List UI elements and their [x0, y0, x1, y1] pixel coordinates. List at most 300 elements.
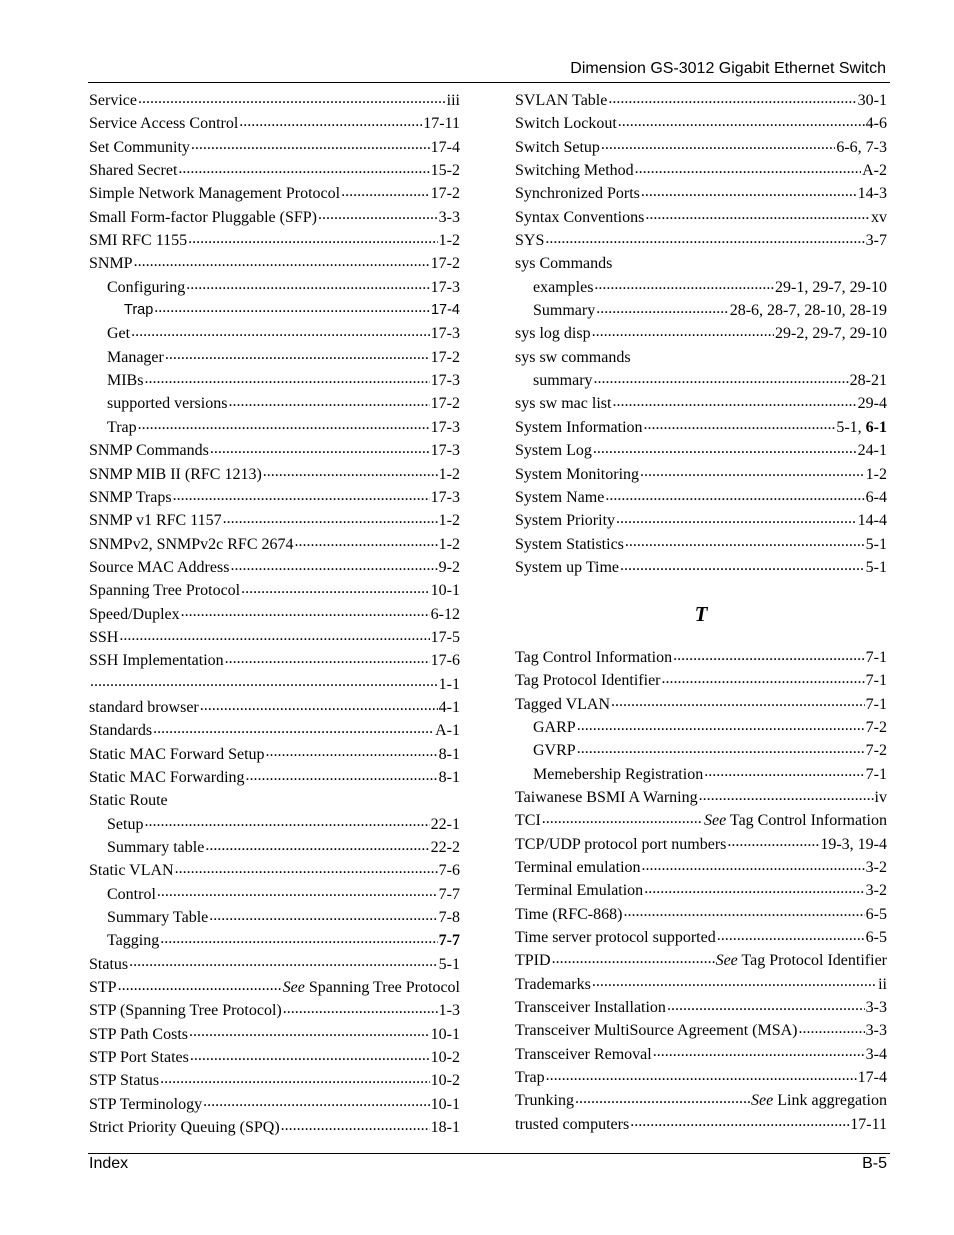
index-term: System Monitoring: [515, 465, 640, 483]
index-page-ref: [850, 1113, 887, 1136]
dot-leader: [644, 883, 864, 895]
dot-leader: [618, 116, 865, 128]
index-page-ref: [439, 509, 460, 532]
dot-leader: [641, 186, 857, 198]
index-page-ref: [439, 883, 460, 906]
index-page-ref: [283, 976, 460, 999]
page-ref-text: 6-6, 7-3: [836, 138, 887, 156]
index-column-right: [515, 89, 887, 1136]
index-term: Taiwanese BSMI A Warning: [515, 788, 698, 806]
index-entry: [515, 739, 887, 762]
index-page-ref: [858, 1066, 887, 1089]
dot-leader: [653, 1047, 865, 1059]
page-ref-text: 17-5: [430, 628, 460, 646]
index-entry: [89, 159, 460, 182]
dot-leader: [594, 280, 774, 292]
index-page-ref: [431, 1023, 460, 1046]
index-term: Tag Control Information: [515, 648, 673, 666]
dot-leader: [611, 697, 865, 709]
page-ref-text: 7-1: [865, 672, 887, 690]
index-entry: [89, 533, 460, 556]
index-term: GARP: [533, 718, 576, 736]
page-ref-text: 7-2: [865, 742, 887, 760]
dot-leader: [620, 560, 865, 572]
page-ref-text: 1-1: [438, 675, 460, 693]
index-entry: [515, 1019, 887, 1042]
index-page-ref: [431, 1046, 460, 1069]
index-page-ref: [858, 182, 887, 205]
index-page-ref: [431, 1069, 460, 1092]
index-entry: [515, 856, 887, 879]
index-entry: [515, 136, 887, 159]
index-term: STP: [89, 979, 117, 997]
page-ref-text: 3-2: [865, 882, 887, 900]
page-ref-text: 17-2: [430, 395, 460, 413]
dot-leader: [241, 583, 430, 595]
index-term: Static MAC Forward Setup: [89, 745, 265, 763]
index-term: Service Access Control: [89, 115, 239, 133]
index-entry: [89, 603, 460, 626]
index-entry: [89, 813, 460, 836]
page-ref-text: 1-2: [438, 232, 460, 250]
dot-leader: [189, 1027, 430, 1039]
index-page-ref: [775, 322, 887, 345]
index-entry: [515, 926, 887, 949]
index-term: Configuring: [107, 278, 186, 296]
index-page-ref: [875, 786, 887, 809]
index-page-ref: [836, 136, 887, 159]
dot-leader: [246, 770, 438, 782]
index-page-ref: [431, 439, 460, 462]
page-ref-text: 29-2, 29-7, 29-10: [775, 325, 887, 343]
index-page-ref: [820, 833, 887, 856]
page-ref-text: 17-2: [430, 185, 460, 203]
index-term: System up Time: [515, 558, 620, 576]
index-entry: [515, 509, 887, 532]
index-term: SNMP: [89, 255, 133, 273]
index-entry: [89, 1093, 460, 1116]
dot-leader: [181, 607, 430, 619]
index-page-ref: [423, 112, 460, 135]
dot-leader: [592, 326, 774, 338]
dot-leader: [210, 443, 430, 455]
index-entry: [89, 673, 460, 696]
index-page-ref: [439, 673, 460, 696]
index-page-ref: [431, 1093, 460, 1116]
index-page-ref: [866, 229, 887, 252]
index-term: Trap: [515, 1069, 545, 1087]
index-term: Trap: [124, 302, 154, 319]
page-header-title: Dimension GS-3012 Gigabit Ethernet Switch: [570, 60, 886, 77]
index-page-ref: [439, 859, 460, 882]
page-ref-text: Spanning Tree Protocol: [308, 979, 460, 997]
index-term: sys log disp: [515, 325, 591, 343]
page-ref-text: 1-2: [438, 465, 460, 483]
dot-leader: [727, 837, 819, 849]
dot-leader: [623, 907, 864, 919]
index-page-ref: [439, 463, 460, 486]
page-ref-text: 17-11: [423, 115, 460, 133]
page-ref-text: 17-6: [430, 652, 460, 670]
index-entry: [89, 859, 460, 882]
index-term: Switching Method: [515, 162, 634, 180]
dot-leader: [798, 1023, 864, 1035]
index-entry: [515, 1113, 887, 1136]
index-page-ref: [866, 716, 887, 739]
index-page-ref: [431, 136, 460, 159]
dot-leader: [153, 723, 434, 735]
page-ref-text: Tag Protocol Identifier: [741, 952, 887, 970]
page-ref-text: 1-3: [438, 1002, 460, 1020]
index-entry: [515, 229, 887, 252]
index-section-t: [515, 646, 887, 1136]
index-page-ref: [775, 276, 887, 299]
index-page-ref: [447, 89, 460, 112]
dot-leader: [601, 140, 835, 152]
index-page-ref: [866, 763, 887, 786]
index-entry: [515, 556, 887, 579]
page-ref-text: 7-6: [438, 862, 460, 880]
index-entry: [89, 1023, 460, 1046]
page-ref-text: 1-2: [438, 512, 460, 530]
page-ref-text: 3-7: [865, 232, 887, 250]
index-term: System Statistics: [515, 535, 624, 553]
index-page-ref: [439, 229, 460, 252]
dot-leader: [188, 233, 438, 245]
dot-leader: [704, 767, 864, 779]
index-entry: [515, 182, 887, 205]
page-ref-text: Tag Control Information: [729, 812, 887, 830]
index-term: Transceiver MultiSource Agreement (MSA): [515, 1022, 798, 1040]
index-page-ref: [431, 322, 460, 345]
index-page-ref: [439, 206, 460, 229]
page-ref-text: 10-1: [430, 1025, 460, 1043]
dot-leader: [186, 280, 429, 292]
index-entry: [515, 486, 887, 509]
index-term: Small Form-factor Pluggable (SFP): [89, 208, 317, 226]
page-ref-text: 17-3: [430, 372, 460, 390]
dot-leader: [667, 1000, 865, 1012]
dot-leader: [173, 490, 430, 502]
index-page-ref: [439, 906, 460, 929]
index-page-ref: [862, 159, 887, 182]
index-term: Summary: [533, 302, 596, 320]
index-entry: [515, 669, 887, 692]
index-entry: [89, 89, 460, 112]
page-ref-text: 1-2: [438, 535, 460, 553]
index-term: Status: [89, 955, 129, 973]
index-column-left: [89, 89, 460, 1139]
index-page-ref: [866, 112, 887, 135]
page-ref-text: ii: [878, 975, 887, 993]
index-entry: [89, 976, 460, 999]
index-term: Switch Setup: [515, 138, 600, 156]
index-term: Control: [107, 885, 156, 903]
page-ref-text: 14-3: [857, 185, 887, 203]
page-ref-text: 5-1,: [836, 418, 866, 436]
page-ref-text: 28-6, 28-7, 28-10, 28-19: [729, 302, 887, 320]
page-ref-text: 17-3: [430, 442, 460, 460]
index-page-ref: [866, 996, 887, 1019]
index-page-ref: [866, 669, 887, 692]
index-page-ref: [431, 346, 460, 369]
index-entry: [89, 579, 460, 602]
index-page-ref: [435, 719, 460, 742]
dot-leader: [341, 186, 430, 198]
index-page-ref: [730, 299, 887, 322]
index-term: Summary Table: [107, 909, 209, 927]
dot-leader: [209, 910, 437, 922]
page-ref-text: 10-1: [430, 1095, 460, 1113]
dot-leader: [134, 256, 430, 268]
index-entry: [515, 439, 887, 462]
index-page-ref: [866, 486, 887, 509]
dot-leader: [225, 653, 430, 665]
dot-leader: [546, 1070, 857, 1082]
page-ref-text: 19-3, 19-4: [820, 835, 887, 853]
index-entry: [515, 879, 887, 902]
page-ref-text: 5-1: [865, 558, 887, 576]
index-page-ref: [704, 809, 887, 832]
index-term: trusted computers: [515, 1115, 630, 1133]
index-page-ref: [439, 696, 460, 719]
index-entry: [89, 299, 460, 322]
page-ref-text: iv: [874, 788, 887, 806]
index-term: TCI: [515, 812, 541, 830]
index-page-ref: [858, 439, 887, 462]
index-entry: [515, 206, 887, 229]
index-page-ref: [431, 813, 460, 836]
page-ref-text: 4-1: [438, 698, 460, 716]
index-entry: [89, 416, 460, 439]
index-entry: [89, 789, 460, 812]
index-page-ref: [866, 879, 887, 902]
page-ref-text: 5-1: [865, 535, 887, 553]
index-page-ref: [866, 533, 887, 556]
index-entry: [515, 112, 887, 135]
index-page-ref: [716, 949, 887, 972]
index-term: Memebership Registration: [533, 765, 704, 783]
index-term: sys sw commands: [515, 348, 631, 366]
index-entry: [515, 322, 887, 345]
page-ref-text: 17-3: [430, 488, 460, 506]
index-entry: [515, 89, 887, 112]
page-ref-text: 17-3: [430, 278, 460, 296]
page-ref-text: 17-11: [850, 1115, 887, 1133]
page-ref-text: 28-21: [849, 372, 887, 390]
index-entry: [515, 299, 887, 322]
index-page-ref: [866, 463, 887, 486]
page-ref-text: 3-2: [865, 859, 887, 876]
page-ref-text: 24-1: [857, 442, 887, 460]
index-term: Switch Lockout: [515, 115, 617, 133]
index-entry: [89, 509, 460, 532]
page-ref-text: 17-4: [430, 302, 460, 319]
index-term: STP Port States: [89, 1049, 189, 1067]
index-term: Manager: [107, 348, 164, 366]
page-ref-text: 3-3: [865, 1022, 887, 1040]
index-page-ref: [866, 926, 887, 949]
index-term: System Name: [515, 488, 605, 506]
dot-leader: [266, 747, 438, 759]
dot-leader: [203, 1097, 430, 1109]
index-term: Setup: [107, 815, 144, 833]
page-ref-text: 4-6: [865, 115, 887, 133]
index-entry: [515, 646, 887, 669]
index-term: SVLAN Table: [515, 92, 608, 109]
dot-leader: [699, 790, 874, 802]
index-term: SNMPv2, SNMPv2c RFC 2674: [89, 535, 294, 553]
page-ref-text: 15-2: [430, 162, 460, 180]
index-term: Transceiver Installation: [515, 999, 666, 1017]
page-ref-text: 10-2: [430, 1072, 460, 1090]
page-ref-text: 3-3: [865, 999, 887, 1017]
dot-leader: [645, 210, 870, 222]
index-page-ref: [431, 159, 460, 182]
index-entry: [89, 556, 460, 579]
page-ref-text: 29-4: [857, 395, 887, 413]
index-entry: [515, 369, 887, 392]
page-ref-text: 22-1: [430, 815, 460, 833]
index-entry: [515, 949, 887, 972]
index-entry: [89, 696, 460, 719]
page-ref-text: 7-8: [438, 909, 460, 927]
index-entry: [89, 906, 460, 929]
page-ref-text: 17-4: [430, 138, 460, 156]
index-entry: [89, 369, 460, 392]
dot-leader: [552, 953, 715, 965]
dot-leader: [318, 210, 438, 222]
dot-leader: [593, 443, 857, 455]
index-section-s: [515, 89, 887, 579]
index-entry: [515, 346, 887, 369]
index-entry: [89, 836, 460, 859]
index-entry: [515, 533, 887, 556]
index-page-ref: [431, 626, 460, 649]
page-ref-text: 17-2: [430, 348, 460, 366]
index-entry: [89, 463, 460, 486]
index-entry: [89, 883, 460, 906]
index-term: Spanning Tree Protocol: [89, 582, 241, 600]
index-entry: [515, 716, 887, 739]
dot-leader: [263, 467, 438, 479]
index-entry: [515, 392, 887, 415]
index-entry: [89, 719, 460, 742]
index-entry: [515, 1066, 887, 1089]
index-entry: [89, 346, 460, 369]
dot-leader: [635, 163, 861, 175]
index-term: Static Route: [89, 792, 168, 810]
index-page-ref: [866, 856, 887, 879]
index-entry: [515, 1089, 887, 1112]
footer-rule: [88, 1153, 890, 1154]
index-entry: [89, 1069, 460, 1092]
page-ref-text: 5-1: [438, 955, 460, 973]
see-reference-label: See: [715, 952, 738, 970]
dot-leader: [605, 490, 864, 502]
index-entry: [89, 1046, 460, 1069]
section-letter-t: T: [694, 601, 708, 626]
index-entry: [515, 276, 887, 299]
index-page-ref: [431, 392, 460, 415]
index-term: Static MAC Forwarding: [89, 768, 245, 786]
dot-leader: [200, 700, 438, 712]
page-ref-text: 7-1: [865, 695, 887, 713]
index-page-ref: [439, 766, 460, 789]
index-entry: [89, 999, 460, 1022]
index-term: SYS: [515, 232, 545, 250]
page-ref-text: 17-3: [430, 325, 460, 343]
dot-leader: [157, 887, 438, 899]
index-page-ref: [866, 646, 887, 669]
page-ref-text: 10-1: [430, 582, 460, 600]
index-entry: [89, 322, 460, 345]
dot-leader: [616, 513, 857, 525]
page-ref-text: 17-2: [430, 255, 460, 273]
dot-leader: [577, 743, 865, 755]
index-term: Set Community: [89, 138, 190, 156]
index-entry: [515, 996, 887, 1019]
page-ref-text: 6-12: [430, 605, 460, 623]
index-term: Service: [89, 92, 137, 109]
index-page-ref: [431, 182, 460, 205]
index-entry: [89, 486, 460, 509]
index-page-ref: [439, 556, 460, 579]
index-entry: [89, 392, 460, 415]
dot-leader: [575, 1093, 750, 1105]
index-term: Time server protocol supported: [515, 929, 716, 947]
dot-leader: [239, 116, 422, 128]
index-page-ref: [431, 369, 460, 392]
page-ref-text: Link aggregation: [777, 1092, 887, 1110]
page-ref-text: 8-1: [438, 745, 460, 763]
header-rule: [88, 82, 890, 83]
page-ref-text: 29-1, 29-7, 29-10: [775, 278, 887, 296]
footer-section-label: Index: [89, 1155, 129, 1172]
index-term: Summary table: [107, 839, 205, 856]
index-page-ref: [751, 1089, 887, 1112]
see-reference-label: See: [704, 812, 727, 830]
index-term: Terminal Emulation: [515, 882, 644, 900]
index-term: Trunking: [515, 1092, 574, 1110]
index-page-ref: [866, 739, 887, 762]
page-ref-text: 14-4: [857, 512, 887, 530]
index-entry: [515, 973, 887, 996]
index-entry: [89, 953, 460, 976]
index-entry: [515, 693, 887, 716]
page-ref-text: 1-2: [865, 465, 887, 483]
see-reference-label: See: [282, 979, 305, 997]
index-page-ref: [439, 953, 460, 976]
page-ref-text: 3-3: [438, 208, 460, 226]
dot-leader: [165, 350, 430, 362]
dot-leader: [129, 957, 438, 969]
index-page-ref: [836, 416, 887, 439]
index-term: sys sw mac list: [515, 395, 612, 413]
index-term: STP Path Costs: [89, 1025, 188, 1043]
index-term: SSH: [89, 628, 119, 646]
index-term: Tagging: [107, 932, 160, 950]
index-term: Tag Protocol Identifier: [515, 672, 661, 690]
index-term: Trap: [107, 418, 137, 436]
dot-leader: [281, 1120, 430, 1132]
index-page-ref: [858, 89, 887, 112]
index-term: TCP/UDP protocol port numbers: [515, 835, 727, 853]
index-page-ref: [871, 206, 887, 229]
dot-leader: [190, 1050, 430, 1062]
dot-leader: [644, 420, 836, 432]
index-entry: [515, 833, 887, 856]
